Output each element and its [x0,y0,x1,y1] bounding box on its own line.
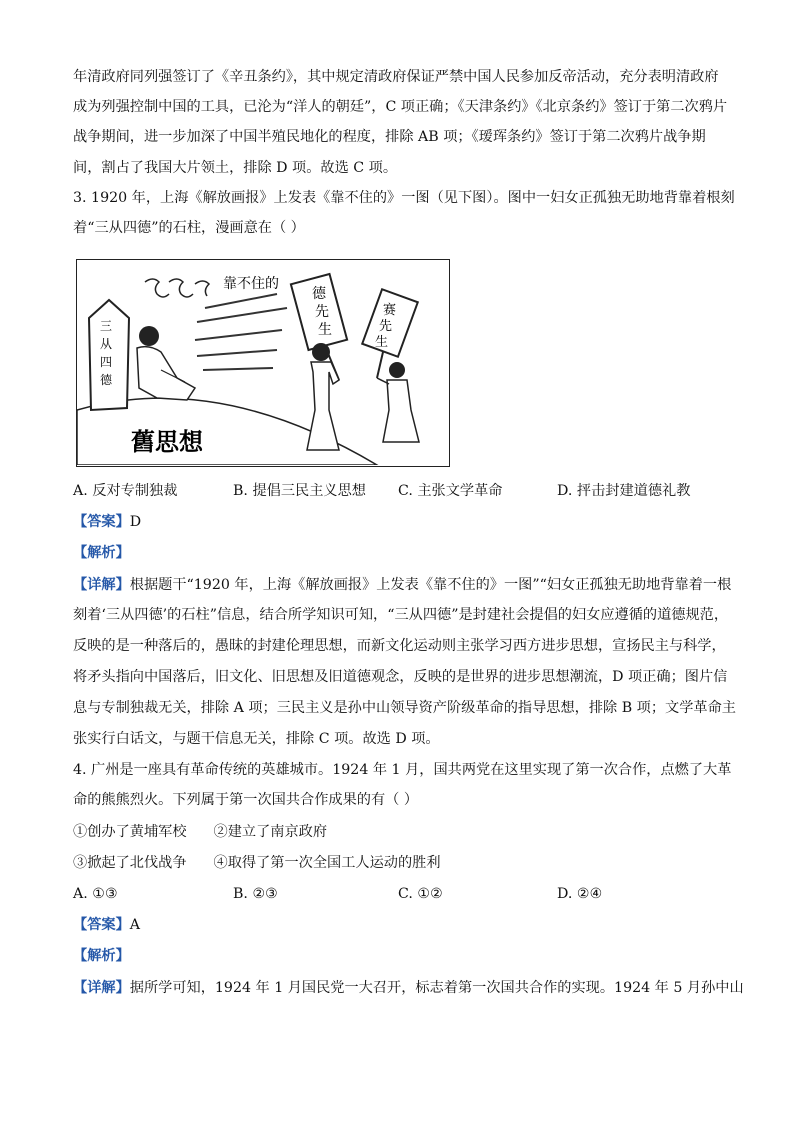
detail-line: 反映的是一种落后的，愚昧的封建伦理思想，而新文化运动则主张学习西方进步思想，宣扬民主与科学， [73,638,726,654]
answer-line [73,915,733,935]
analysis-line [73,946,733,966]
detail-text: 根据题干“1920 年，上海《解放画报》上发表《靠不住的》一图”“妇女正孤独无助地背靠着一根 [129,577,732,593]
detail-line: 将矛头指向中国落后，旧文化、旧思想及旧道德观念，反映的是世界的进步思想潮流，D 项正确；图片信 [73,669,728,685]
question-3-stem: 3. 1920 年，上海《解放画报》上发表《靠不住的》一图（见下图）。图中一妇女正孤独无助地背靠着根刻 [73,190,735,206]
paragraph-line: 战争期间，进一步加深了中国半殖民地化的程度，排除 AB 项；《瑷珲条约》签订于第二次鸦片战争期 [73,129,706,145]
woman-figure-icon [137,326,195,400]
pillar-text-2: 从 [100,337,113,351]
detail-text: 据所学可知，1924 年 1 月国民党一大召开，标志着第一次国共合作的实现。1924 年 5 月孙中山 [129,980,744,996]
pillar-text-1: 三 [100,319,113,333]
sign-1-char: 生 [318,322,332,338]
analysis-tag: 【解析】 [73,545,130,561]
answer-tag: 【答案】 [73,514,130,530]
detail-line: 刻着‘三从四德’的石柱”信息，结合所学知识可知，“三从四德”是封建社会提倡的妇女应遵循的道德规范， [73,607,729,623]
sign-2-char: 生 [375,335,389,350]
question-4-items: ③掀起了北伐战争 ④取得了第一次全国工人运动的胜利 [73,855,441,871]
answer-line [73,512,733,532]
detail-line: 张实行白话文，与题干信息无关，排除 C 项。故选 D 项。 [73,731,440,747]
answer-value: A [129,917,141,933]
man-figure-2-icon [377,362,419,442]
option-a: A. 反对专制独裁 [73,483,178,499]
option-b: B. 提倡三民主义思想 [233,483,366,499]
detail-line: 息与专制独裁无关，排除 A 项；三民主义是孙中山领导资产阶级革命的指导思想，排除 B 项；文学革命主 [73,700,736,716]
ground-text: 舊思想 [131,428,203,456]
question-3-stem: 着“三从四德”的石柱，漫画意在（ ） [73,220,305,236]
sign-2-char: 先 [379,319,393,334]
detail-line [73,575,733,595]
detail-line [73,978,744,998]
question-4-items: ①创办了黄埔军校 ②建立了南京政府 [73,824,328,840]
pillar-text-4: 德 [100,373,113,387]
cartoon-caption: 靠不住的 [223,276,279,292]
paragraph-line: 年清政府同列强签订了《辛丑条约》，其中规定清政府保证严禁中国人民参加反帝活动，充分表明清政府 [73,69,719,85]
option-a: A. ①③ [73,886,118,902]
sign-1-char: 德 [312,286,326,302]
option-c: C. 主张文学革命 [398,483,503,499]
paragraph-line: 成为列强控制中国的工具，已沦为“洋人的朝廷”，C 项正确；《天津条约》《北京条约》签订于第二次鸦片 [73,99,728,115]
pillar-text-3: 四 [100,355,113,369]
question-4-stem: 命的熊熊烈火。下列属于第一次国共合作成果的有（ ） [73,792,419,808]
option-d: D. ②④ [557,886,603,902]
option-b: B. ②③ [233,886,278,902]
option-c: C. ①② [398,886,443,902]
detail-tag: 【详解】 [73,577,130,593]
cartoon-image [76,259,450,467]
analysis-tag: 【解析】 [73,948,130,964]
man-figure-1-icon [307,343,339,450]
sign-1-char: 先 [315,304,329,320]
option-d: D. 抨击封建道德礼教 [557,483,691,499]
question-4-stem: 4. 广州是一座具有革命传统的英雄城市。1924 年 1 月，国共两党在这里实现了第一次合作，点燃了大革 [73,762,732,778]
paragraph-line: 间，割占了我国大片领土，排除 D 项。故选 C 项。 [73,160,398,176]
answer-value: D [129,514,142,530]
sign-2-char: 赛 [383,303,397,318]
analysis-line [73,543,733,563]
detail-tag: 【详解】 [73,980,130,996]
answer-tag: 【答案】 [73,917,130,933]
